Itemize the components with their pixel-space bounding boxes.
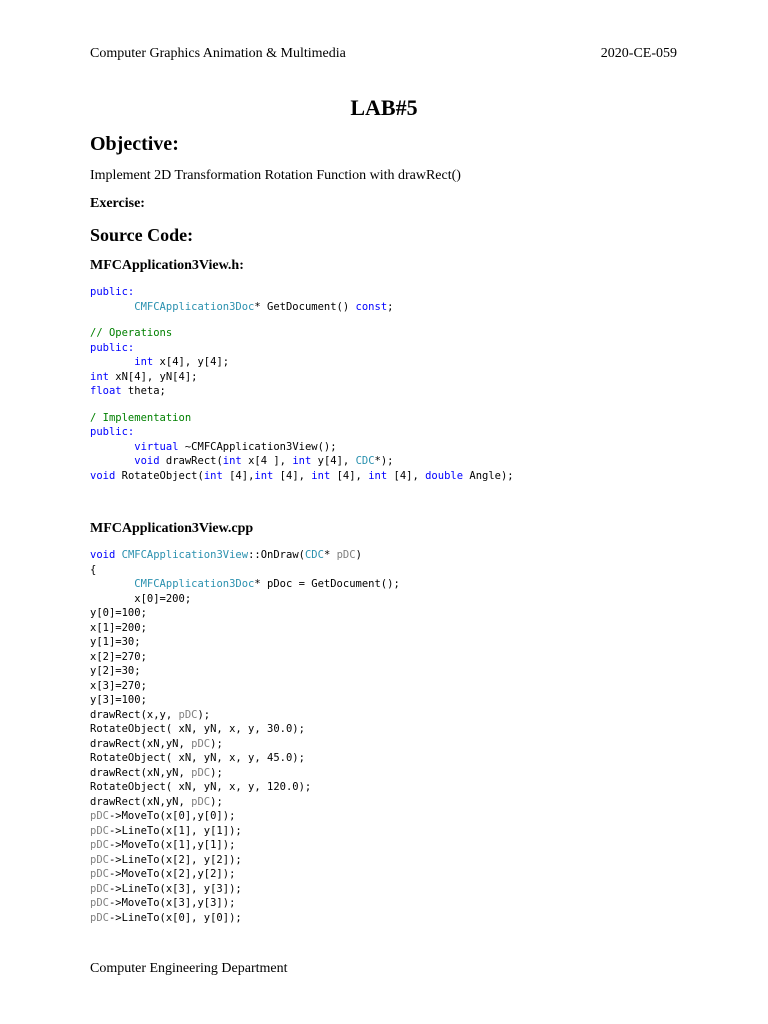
code-line <box>90 563 400 578</box>
code-line <box>90 469 514 484</box>
code-token <box>90 578 134 590</box>
code-token: *); <box>374 455 394 467</box>
code-token: RotateObject( xN, yN, x, y, 45.0); <box>90 752 305 764</box>
code-token: int <box>90 370 109 383</box>
code-token: public: <box>90 341 135 354</box>
code-token: drawRect(xN,yN, <box>90 737 192 750</box>
code-token: public: <box>90 426 135 438</box>
code-line <box>90 737 400 752</box>
code-token: theta; <box>121 385 166 397</box>
code-token: // Operations <box>90 327 173 339</box>
code-token: ; <box>387 300 394 313</box>
code-token: CMFCApplication3Doc <box>134 300 255 313</box>
code-token: pDC <box>90 882 109 895</box>
code-line <box>90 341 514 356</box>
code-token: ->MoveTo(x[1],y[1]); <box>108 839 236 851</box>
code-token: pDC <box>90 824 109 837</box>
code-token: drawRect(xN,yN, <box>90 795 192 808</box>
objective-heading: Objective: <box>90 133 179 155</box>
code-line <box>90 635 400 650</box>
code-line <box>90 911 400 926</box>
page-header <box>90 46 677 64</box>
code-token: RotateObject( xN, yN, x, y, 30.0); <box>90 723 305 735</box>
student-id: 2020-CE-059 <box>600 46 677 61</box>
code-token: pDC <box>336 549 356 561</box>
code-token: x[3]=270; <box>90 679 147 692</box>
code-token: ); <box>210 795 223 808</box>
code-token: / Implementation <box>90 411 192 424</box>
code-token: int <box>254 469 274 482</box>
code-line <box>90 650 400 665</box>
objective-text: Implement 2D Transformation Rotation Function with drawRect() <box>90 168 461 183</box>
code-line <box>90 722 400 737</box>
code-token: int <box>222 455 242 467</box>
code-token: * <box>323 549 337 561</box>
code-line <box>90 766 400 781</box>
code-line <box>90 411 514 426</box>
code-token: CMFCApplication3Doc <box>134 578 255 590</box>
code-token: * GetDocument() <box>254 300 356 313</box>
code-line <box>90 454 514 469</box>
code-line <box>90 577 400 592</box>
code-line <box>90 285 514 300</box>
code-line <box>90 425 514 440</box>
code-token: x[4 ], <box>241 455 293 467</box>
cpp-file-code <box>90 548 400 925</box>
code-token: CDC <box>355 455 375 467</box>
code-token: [4], <box>273 469 312 482</box>
page-footer: Computer Engineering Department <box>90 961 288 976</box>
code-token: [4], <box>387 469 426 482</box>
code-token: ->MoveTo(x[2],y[2]); <box>108 868 236 880</box>
code-token: drawRect(xN,yN, <box>90 766 192 779</box>
code-token <box>90 356 134 368</box>
code-token: const <box>355 300 388 313</box>
code-token: * pDoc = GetDocument(); <box>254 578 400 590</box>
code-token: drawRect( <box>159 455 223 467</box>
code-token: pDC <box>191 766 211 779</box>
code-line <box>90 664 400 679</box>
code-token: CDC <box>304 549 324 561</box>
code-line <box>90 326 514 341</box>
code-token: pDC <box>90 911 109 924</box>
code-line <box>90 795 400 810</box>
code-line <box>90 384 514 399</box>
code-token: float <box>90 385 122 397</box>
code-token: pDC <box>90 868 109 880</box>
code-token: ~CMFCApplication3View(); <box>178 440 337 453</box>
code-token: double <box>425 469 464 482</box>
code-line <box>90 867 400 882</box>
code-line <box>90 882 400 897</box>
code-line <box>90 708 400 723</box>
code-line <box>90 780 400 795</box>
code-line <box>90 896 400 911</box>
code-token: public: <box>90 286 135 298</box>
code-token: ) <box>355 549 362 561</box>
lab-title: LAB#5 <box>350 95 418 120</box>
code-token: int <box>368 469 388 482</box>
code-token: ); <box>197 708 211 721</box>
code-line <box>90 548 400 563</box>
code-line <box>90 300 514 315</box>
code-token: x[0]=200; <box>90 592 192 605</box>
code-token: ->LineTo(x[3], y[3]); <box>108 882 242 895</box>
code-token: void <box>90 549 116 561</box>
code-line <box>90 606 400 621</box>
code-token: y[3]=100; <box>90 694 147 706</box>
code-token: pDC <box>90 853 109 866</box>
code-token: y[4], <box>311 455 356 467</box>
code-token: RotateObject( xN, yN, x, y, 120.0); <box>90 781 312 793</box>
code-token: y[2]=30; <box>90 665 141 677</box>
code-token: CMFCApplication3View <box>121 549 249 561</box>
code-token: pDC <box>90 839 109 851</box>
code-line <box>90 824 400 839</box>
code-token: [4], <box>222 469 255 482</box>
exercise-label: Exercise: <box>90 196 145 211</box>
code-line <box>90 592 400 607</box>
code-token: pDC <box>90 897 109 909</box>
code-token: int <box>134 356 154 368</box>
code-token: virtual <box>134 440 179 453</box>
code-line <box>90 355 514 370</box>
code-blank-line <box>90 399 514 411</box>
course-name: Computer Graphics Animation & Multimedia <box>90 46 346 61</box>
code-line <box>90 693 400 708</box>
code-token <box>90 455 134 467</box>
code-token: [4], <box>330 469 369 482</box>
code-token: RotateObject( <box>115 469 204 482</box>
code-line <box>90 621 400 636</box>
header-file-name: MFCApplication3View.h: <box>90 258 244 273</box>
code-token: pDC <box>90 810 109 822</box>
cpp-file-name: MFCApplication3View.cpp <box>90 521 254 536</box>
code-token: void <box>134 455 160 467</box>
code-token: ->LineTo(x[1], y[1]); <box>108 824 242 837</box>
code-token <box>90 301 134 313</box>
code-token: x[2]=270; <box>90 650 147 663</box>
code-token: void <box>90 469 116 482</box>
code-token: x[4], y[4]; <box>153 356 230 368</box>
code-token: ->MoveTo(x[0],y[0]); <box>108 810 236 822</box>
header-file-code <box>90 285 514 483</box>
code-line <box>90 370 514 385</box>
code-token: Angle); <box>463 469 514 482</box>
code-token: int <box>292 455 312 467</box>
code-line <box>90 440 514 455</box>
code-token <box>90 441 134 453</box>
code-token: pDC <box>178 708 198 721</box>
source-code-heading: Source Code: <box>90 225 194 245</box>
code-token: y[0]=100; <box>90 607 147 619</box>
code-line <box>90 679 400 694</box>
code-token: pDC <box>191 737 211 750</box>
code-blank-line <box>90 314 514 326</box>
code-token: ->LineTo(x[0], y[0]); <box>108 911 242 924</box>
code-token: int <box>203 469 223 482</box>
code-token: ); <box>210 766 223 779</box>
code-token: xN[4], yN[4]; <box>108 370 198 383</box>
code-line <box>90 809 400 824</box>
code-token: int <box>311 469 331 482</box>
code-token: ->MoveTo(x[3],y[3]); <box>108 897 236 909</box>
code-token: ); <box>210 737 223 750</box>
code-token: ->LineTo(x[2], y[2]); <box>108 853 242 866</box>
code-token: { <box>90 563 97 576</box>
code-line <box>90 838 400 853</box>
code-token: ::OnDraw( <box>248 549 305 561</box>
code-token: pDC <box>191 795 211 808</box>
code-token: drawRect(x,y, <box>90 708 179 721</box>
code-token: y[1]=30; <box>90 636 141 648</box>
code-token: x[1]=200; <box>90 621 147 634</box>
code-line <box>90 853 400 868</box>
code-line <box>90 751 400 766</box>
